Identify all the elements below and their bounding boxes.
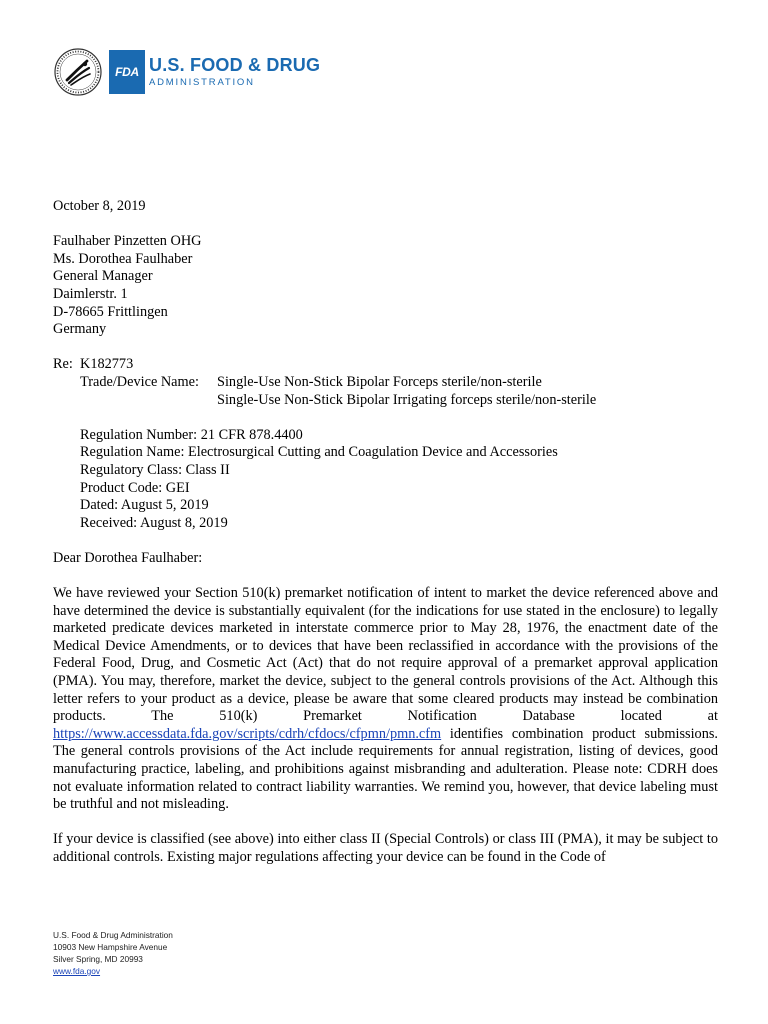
- received: Received: August 8, 2019: [80, 514, 228, 531]
- recipient-street: Daimlerstr. 1: [53, 285, 128, 302]
- letter-date: October 8, 2019: [53, 198, 146, 214]
- reference-block: [53, 356, 718, 409]
- body-paragraph-2: If your device is classified (see above) into either class II (Special Controls) or class III (PMA), it may be subject to additional controls. Existing major regulations affecting your device can be found in the Code of: [53, 831, 718, 865]
- footer-website-link[interactable]: www.fda.gov: [53, 966, 101, 976]
- re-label: Re:: [53, 356, 73, 373]
- pmn-database-link[interactable]: https://www.accessdata.fda.gov/scripts/cdrh/cfdocs/cfpmn/pmn.cfm: [53, 725, 442, 742]
- regulation-number: Regulation Number: 21 CFR 878.4400: [80, 426, 303, 443]
- footer-street: 10903 New Hampshire Avenue: [53, 942, 168, 952]
- fda-logo-mark: FDA: [109, 50, 145, 94]
- footer-org: U.S. Food & Drug Administration: [53, 930, 173, 940]
- agency-subtitle: ADMINISTRATION: [149, 77, 255, 88]
- trade-name-1: Single-Use Non-Stick Bipolar Forceps sterile/non-sterile: [217, 373, 542, 390]
- recipient-name: Ms. Dorothea Faulhaber: [53, 250, 193, 267]
- trade-name-line-2: [80, 392, 718, 410]
- footer-address: [53, 929, 173, 977]
- recipient-address: [53, 233, 718, 339]
- recipient-title: General Manager: [53, 268, 153, 285]
- k-number: K182773: [80, 356, 134, 373]
- fda-logo: [109, 50, 320, 94]
- recipient-city: D-78665 Frittlingen: [53, 303, 168, 320]
- recipient-country: Germany: [53, 321, 107, 338]
- salutation: Dear Dorothea Faulhaber:: [53, 549, 203, 566]
- trade-name-line: [80, 374, 718, 392]
- regulation-details: [80, 427, 718, 533]
- regulation-name: Regulation Name: Electrosurgical Cutting and Coagulation Device and Accessories: [80, 444, 558, 461]
- footer-city: Silver Spring, MD 20993: [53, 954, 143, 964]
- trade-name-2: Single-Use Non-Stick Bipolar Irrigating forceps sterile/non-sterile: [217, 391, 597, 408]
- hhs-seal-icon: [53, 47, 103, 97]
- body-paragraph-1: [53, 585, 718, 814]
- product-code: Product Code: GEI: [80, 479, 190, 496]
- regulatory-class: Regulatory Class: Class II: [80, 461, 230, 478]
- recipient-company: Faulhaber Pinzetten OHG: [53, 233, 202, 250]
- trade-name-label: Trade/Device Name:: [80, 373, 199, 390]
- letterhead: [53, 48, 320, 96]
- agency-name: U.S. FOOD & DRUG: [149, 55, 321, 75]
- para1-text-start: We have reviewed your Section 510(k) premarket notification of intent to market the device referenced above and have determined the device is substantially equivalent (for the indications for use stated in the enclosure) to legally marketed predicate devices marketed in interstate commerce prior to May 28, 1976, the enactment date of the Medical Device Amendments, or to devices that have been reclassified in accordance with the provisions of the Federal Food, Drug, and Cosmetic Act (Act) that do not require approval of a premarket approval application (PMA). You may, therefore, market the device, subject to the general controls provisions of the Act. Although this letter refers to your product as a device, please be aware that some cleared products may instead be combination products. The 510(k) Premarket Notification Database located at: [53, 585, 718, 725]
- letter-body: [53, 198, 718, 884]
- reference-number-line: [53, 356, 718, 374]
- dated: Dated: August 5, 2019: [80, 497, 209, 514]
- para1-text-end: identifies combination product submissions. The general controls provisions of the Act include requirements for annual registration, listing of devices, good manufacturing practice, labeling, and prohibitions against misbranding and adulteration. Please note: CDRH does not evaluate information related to contract liability warranties. We remind you, however, that device labeling must be truthful and not misleading.: [53, 725, 718, 813]
